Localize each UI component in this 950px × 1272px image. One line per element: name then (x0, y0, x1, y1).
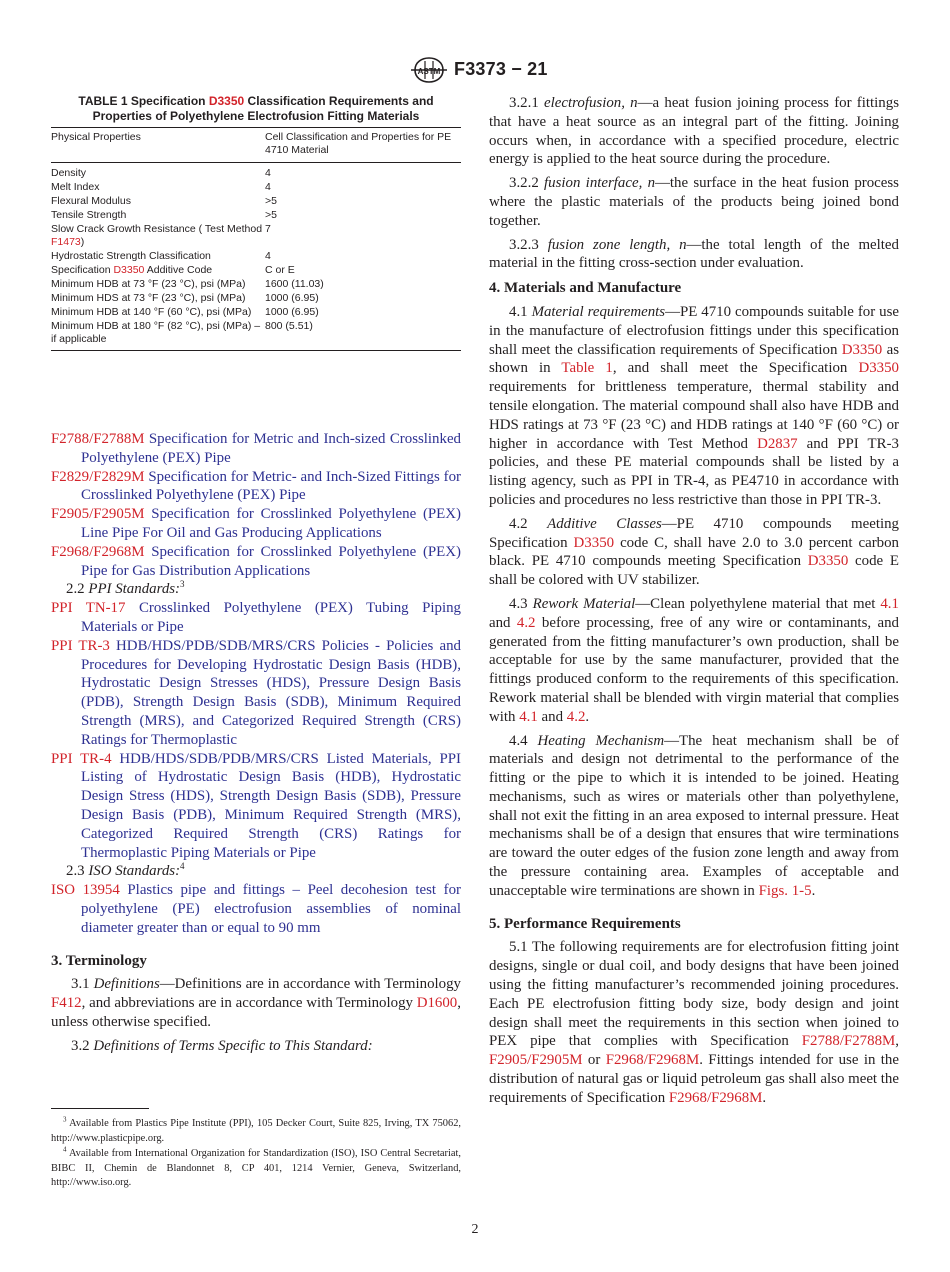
f2829-link[interactable]: F2829/F2829M (51, 468, 145, 485)
term: electrofusion, n (544, 95, 638, 111)
table-cell-value: 4 (265, 167, 271, 179)
text: or (582, 1052, 606, 1069)
section-number: 4.1 (509, 303, 532, 320)
term: Rework Material (532, 595, 636, 612)
footnote-mark: 4 (63, 1145, 67, 1154)
d1600-link[interactable]: D1600 (416, 995, 458, 1012)
table-row (51, 195, 461, 209)
table-cell-value: 800 (5.51) (265, 320, 461, 351)
section-number: 2.2 (66, 581, 89, 598)
table-cell-value: 4 (265, 181, 271, 193)
table-row (51, 306, 461, 320)
footnote-marker-3[interactable]: 3 (180, 579, 185, 590)
text: —PE 4710 compounds suitable for use in the manufacture of electrofusion fittings under this specification shall meet the classification requirements of Specification (489, 303, 899, 358)
text: —a heat fusion joining process for fittings that have a heat source as an integral part of the fitting. Joining occurs when, in accordance with a specified procedure, electric energy is applied to the heat source during the procedure. (489, 95, 899, 168)
text: . (811, 882, 816, 899)
text: before processing, free of any wire or contaminants, and generated from the fitting manufacturer’s own production, shall be acceptable for use by the same manufacturer, provided that the fittings produced conform to the requirements of this specification. Rework material shall be blended with virgin material that complies with (489, 614, 899, 725)
cell-text: Additive Code (144, 264, 213, 276)
table-cell-value: 4 (265, 250, 271, 262)
table-cell-value: 1000 (6.95) (265, 292, 319, 304)
table-row (51, 320, 461, 351)
text: , (895, 1033, 899, 1050)
d3350-link[interactable]: D3350 (113, 264, 145, 276)
ppi-tn17-link[interactable]: PPI TN-17 (51, 600, 126, 617)
table-cell-value: >5 (265, 209, 277, 221)
reference-ppi-tn17 (51, 599, 461, 637)
table-cell-property (51, 223, 265, 250)
text: —the total length of the melted material in the fitting cross-section under evaluation. (489, 236, 899, 272)
page-header (0, 57, 950, 85)
f2905-link[interactable]: F2905/F2905M (489, 1052, 583, 1069)
table-header-row (51, 128, 461, 163)
section-number: 4.3 (509, 595, 533, 612)
terminology-heading: 3. Terminology (51, 952, 147, 969)
f2788-link[interactable]: F2788/F2788M (801, 1033, 896, 1050)
reference-title[interactable]: Specification for Metric and Inch-sized Crosslinked Polyethylene (PEX) Pipe (81, 431, 461, 466)
text: requirements for brittleness temperature, thermal stability and tensile elongation. The material compound shall also have HDB and HDS ratings at 73 °F (23 °C) and HDB ratings at 140 °F (60 °C) or higher in accordance with Test Method (489, 379, 899, 452)
d2837-link[interactable]: D2837 (757, 435, 798, 452)
paragraph-4-4 (489, 732, 899, 901)
page-number: 2 (471, 1222, 479, 1237)
materials-heading: 4. Materials and Manufacture (489, 280, 682, 297)
text: . Fittings intended for use in the distribution of natural gas or liquid petroleum gas shall also meet the requirements of Specification (489, 1052, 899, 1106)
right-column (489, 94, 899, 1113)
specification-table-block (51, 94, 461, 351)
reference-title[interactable]: Crosslinked Polyethylene (PEX) Tubing Piping Materials or Pipe (81, 600, 461, 635)
text: code C, shall have 2.0 to 3.0 percent carbon black. PE 4710 compounds meeting Specification (489, 534, 899, 570)
d3350-link[interactable]: D3350 (858, 360, 899, 377)
section-4-2-link[interactable]: 4.2 (516, 614, 536, 631)
paragraph-3-2-3 (489, 236, 899, 274)
d3350-link[interactable]: D3350 (841, 341, 883, 358)
text: and (489, 614, 517, 631)
subheading-label: PPI Standards: (88, 581, 181, 598)
text: . (762, 1089, 767, 1106)
paragraph-4-1 (489, 303, 899, 510)
table-cell-property: Melt Index (51, 181, 100, 193)
section-number: 3.2.1 (509, 95, 545, 111)
classification-table (51, 127, 461, 351)
table-cell-property: Density (51, 167, 87, 179)
reference-iso-13954 (51, 881, 461, 937)
cell-text: Specification (51, 264, 114, 276)
footnote-divider (51, 1108, 149, 1109)
reference-title[interactable]: HDB/HDS/PDB/SDB/MRS/CRS Policies - Policies and Procedures for Developing Hydrostatic Design Basis (HDB), Hydrostatic Design Stresses (HDS), Pressure Design Basis (PDB), Strength Design Basis (SDB), Minimum Required Strength (MRS), and Categorized Required Strength (CRS) Ratings for Thermoplastic (81, 637, 461, 748)
text: 5.1 The following requirements are for electrofusion fitting joint designs, single or dual coil, and body designs that have been joined using the fitting manufacturer’s recommended joining procedures. Each PE electrofusion fitting body size, body design and joint design shall meet the requirements in this section when joined to PEX pipe that complies with Specification (489, 939, 899, 1050)
table-cell-property: Minimum HDS at 73 °F (23 °C), psi (MPa) (51, 292, 246, 304)
term: Definitions of Terms Specific to This Standard: (93, 1037, 373, 1054)
text: —PE 4710 compounds meeting Specification (489, 515, 899, 551)
table-title-link[interactable]: D3350 (208, 94, 245, 108)
reference-ppi-tr4 (51, 750, 461, 863)
performance-heading: 5. Performance Requirements (489, 915, 681, 932)
table-row (51, 250, 461, 264)
text: as shown in (489, 341, 899, 377)
table-row (51, 163, 461, 182)
table-title (51, 94, 461, 123)
table-cell-property: Tensile Strength (51, 209, 127, 221)
reference-title[interactable]: HDB/HDS/SDB/PDB/MRS/CRS Listed Materials, PPI Listing of Hydrostatic Design Basis (HDB), Hydrostatic Design Stress (HDS), Strength Design Basis (SDB), Pressure Design Basis (PDB), Minimum Required Strength (MRS), Categorized Required Strength (CRS) Ratings for Thermoplastic Piping Materials or Pipe (81, 750, 461, 861)
section-4-2-link[interactable]: 4.2 (566, 708, 586, 725)
term: fusion zone length, n (547, 236, 687, 253)
reference-title[interactable]: Specification for Crosslinked Polyethylene (PEX) Line Pipe For Oil and Gas Producing Applications (81, 506, 461, 541)
footnote-marker-4[interactable]: 4 (180, 861, 185, 872)
iso-standards-subheading (51, 862, 461, 881)
footnote-text: Available from Plastics Pipe Institute (PPI), 105 Decker Court, Suite 825, Irving, TX 75062, http://www.plasticpipe.org. (51, 1118, 461, 1144)
reference-title[interactable]: Specification for Crosslinked Polyethylene (PEX) Pipe for Gas Distribution Applications (81, 543, 461, 579)
term: Heating Mechanism (537, 732, 665, 749)
table-cell-value: 1000 (6.95) (265, 306, 319, 318)
astm-logo-icon (411, 57, 447, 83)
paragraph-4-2 (489, 515, 899, 590)
reference-f2905 (51, 505, 461, 543)
table-row (51, 209, 461, 223)
f2968-link[interactable]: F2968/F2968M (605, 1052, 700, 1069)
text: code E shall be colored with UV stabilizer. (489, 553, 899, 589)
table-cell-property: Flexural Modulus (51, 195, 131, 207)
paragraph-5-1 (489, 938, 899, 1107)
text: —The heat mechanism shall be of materials and design not detrimental to the performance of the fitting or the pipe to which it is intended to be joined. Heating mechanisms, such as wires or materials other than polyethylene, shall not exit the fitting in an area exposed to internal pressure. Heat mechanisms shall be of a design that ensures that wire terminations are toward the outer edges of the fusion zone length and away from the pressure containing area. Examples of acceptable and unacceptable wire terminations are shown in (489, 732, 899, 899)
term: Additive Classes (547, 515, 662, 532)
f2905-link[interactable]: F2905/F2905M (51, 506, 145, 523)
f2968-link[interactable]: F2968/F2968M (51, 543, 145, 560)
paragraph-3-2-2 (489, 174, 899, 230)
table-cell-property (51, 264, 265, 278)
table-row (51, 181, 461, 195)
section-number: 2.3 (66, 863, 89, 880)
section-4-1-link[interactable]: 4.1 (880, 595, 899, 612)
d3350-link[interactable]: D3350 (807, 553, 849, 570)
reference-f2968 (51, 543, 461, 581)
footnote-mark: 3 (63, 1115, 67, 1124)
f2968-link[interactable]: F2968/F2968M (668, 1089, 763, 1106)
text: and PPI TR-3 policies, and these PE material compounds shall be listed by a listing agency, such as PPI in TR-4, as PE4710 in accordance with policies and procedures no less restrictive than those in PPI TR-3. (489, 435, 899, 508)
paragraph-3-2-1 (489, 94, 899, 169)
table-cell-value: 1600 (11.03) (265, 278, 324, 290)
footnote-3 (51, 1117, 461, 1146)
footnote-text: Available from International Organization for Standardization (ISO), ISO Central Secretariat, BIBC II, Chemin de Blandonnet 8, CP 401, 1214 Vernier, Geneva, Switzerland, http://www.iso.org. (51, 1148, 461, 1189)
table-header-physical-properties: Physical Properties (51, 128, 265, 163)
paragraph-3-2 (51, 1037, 461, 1056)
logo-text: ASTM (417, 67, 441, 76)
table-cell-value: >5 (265, 195, 277, 207)
text: , unless otherwise specified. (51, 995, 461, 1030)
table-row (51, 264, 461, 278)
table-cell-property: Minimum HDB at 73 °F (23 °C), psi (MPa) (51, 278, 246, 290)
paragraph-3-1 (51, 975, 461, 1031)
f412-link[interactable]: F412 (51, 995, 82, 1012)
reference-ppi-tr3 (51, 637, 461, 750)
footnote-4 (51, 1147, 461, 1191)
table-cell-value: C or E (265, 264, 295, 276)
reference-title[interactable]: Plastics pipe and fittings – Peel decohesion test for polyethylene (PE) electrofusion assemblies of nominal diameter greater than or equal to 90 mm (81, 882, 461, 936)
table-cell-property: Hydrostatic Strength Classification (51, 250, 211, 262)
reference-title[interactable]: Specification for Metric- and Inch-Sized Fittings for Crosslinked Polyethylene (PEX) Pipe (81, 468, 461, 504)
table-cell-property: Minimum HDB at 180 °F (82 °C), psi (MPa) – if applicable (51, 320, 265, 351)
document-id: F3373 − 21 (454, 59, 548, 79)
text: —Clean polyethylene material that met (635, 595, 881, 612)
reference-f2829 (51, 468, 461, 506)
text: —the surface in the heat fusion process where the plastic materials of the products being joined bond together. (489, 175, 899, 229)
term: Material requirements (531, 303, 666, 320)
subheading-label: ISO Standards: (88, 863, 181, 880)
section-4-1-link[interactable]: 4.1 (519, 708, 538, 725)
text: —Definitions are in accordance with Terminology (159, 976, 461, 993)
iso-13954-link[interactable]: ISO 13954 (51, 882, 120, 899)
text: , and shall meet the Specification (612, 360, 859, 377)
table-row (51, 278, 461, 292)
section-number: 3.2.3 (509, 236, 548, 253)
text: , and abbreviations are in accordance with Terminology (81, 995, 417, 1012)
reference-f2788 (51, 430, 461, 468)
term: fusion interface, n (544, 175, 656, 192)
d3350-link[interactable]: D3350 (573, 534, 615, 551)
table-title-text-end: Classification Requirements and Properties of Polyethylene Electrofusion Fitting Materials (92, 94, 434, 123)
table-header-cell-classification: Cell Classification and Properties for PE 4710 Material (265, 128, 461, 163)
section-number: 3.2.2 (509, 175, 545, 192)
table-title-text: TABLE 1 Specification (78, 94, 209, 108)
paragraph-4-3 (489, 595, 899, 727)
ppi-tr4-link[interactable]: PPI TR-4 (51, 750, 112, 767)
footnotes (51, 1117, 461, 1192)
section-number: 3.2 (71, 1037, 94, 1054)
left-column (51, 430, 461, 1061)
figs-1-5-link[interactable]: Figs. 1-5 (758, 882, 812, 899)
table-cell-value: 7 (265, 223, 271, 235)
f1473-link[interactable]: F1473 (51, 236, 81, 248)
ppi-standards-subheading (51, 580, 461, 599)
text: and (537, 708, 567, 725)
term: Definitions (93, 976, 160, 993)
section-number: 4.4 (509, 732, 538, 749)
table-row (51, 292, 461, 306)
table-cell-property: Minimum HDB at 140 °F (60 °C), psi (MPa) (51, 306, 252, 318)
f2788-link[interactable]: F2788/F2788M (51, 431, 145, 447)
section-number: 3.1 (71, 976, 94, 993)
text: . (585, 708, 590, 725)
ppi-tr3-link[interactable]: PPI TR-3 (51, 637, 110, 654)
cell-text: Slow Crack Growth Resistance ( Test Method (51, 223, 263, 235)
section-number: 4.2 (509, 515, 548, 532)
table-1-link[interactable]: Table 1 (561, 360, 613, 377)
table-row (51, 223, 461, 250)
cell-text: ) (80, 236, 85, 248)
